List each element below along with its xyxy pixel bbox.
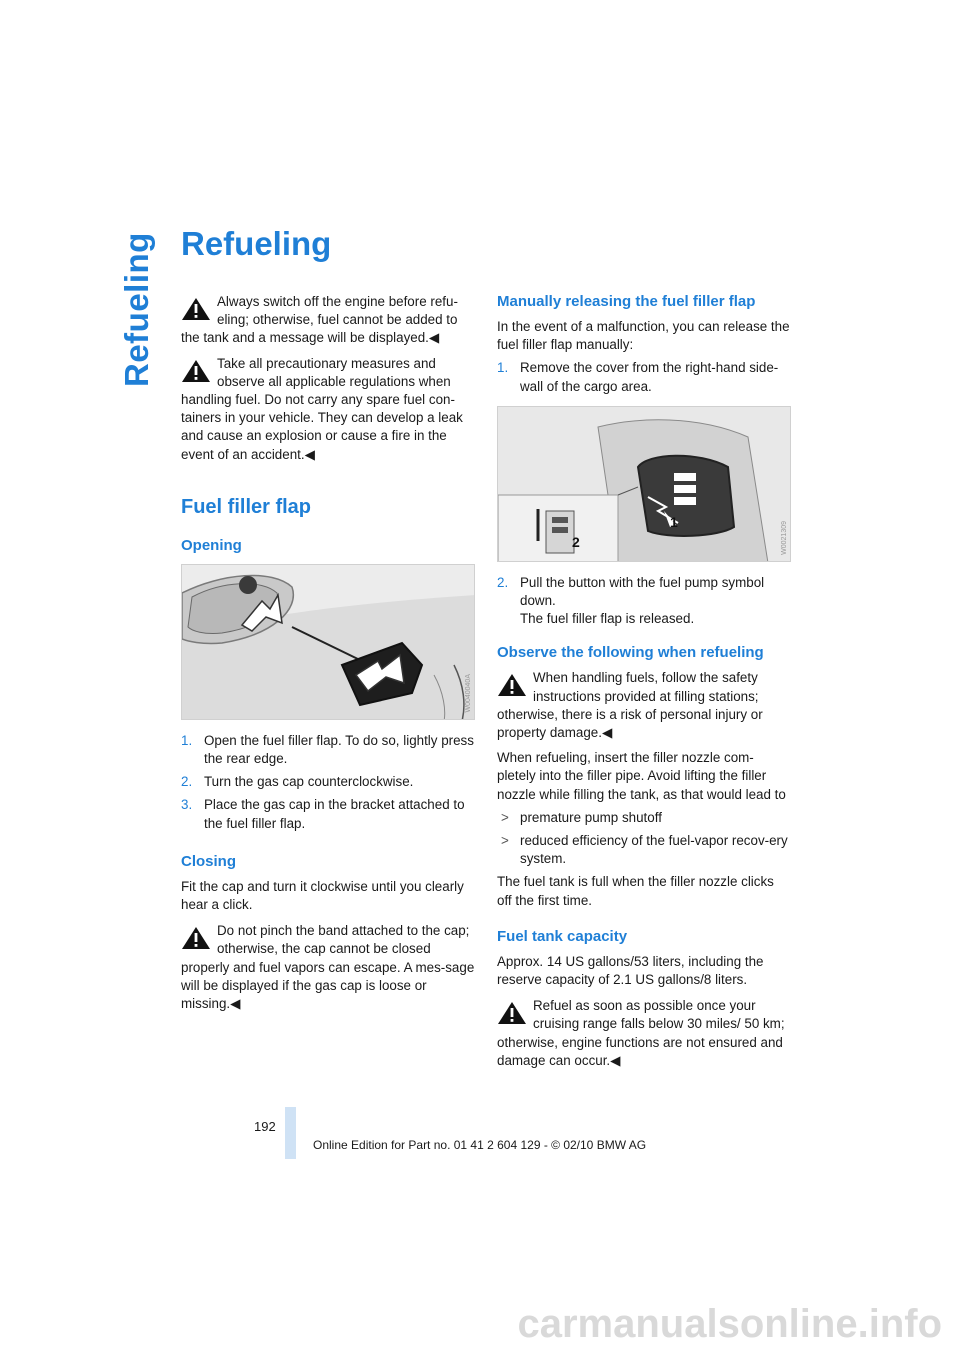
page-number: 192 xyxy=(254,1119,276,1134)
manual-step-2-result: The fuel filler flap is released. xyxy=(520,611,695,627)
subsection-opening: Opening xyxy=(181,536,242,554)
list-item: 1. Remove the cover from the right-hand side-wall of the cargo area. xyxy=(497,360,779,394)
list-item: 2. Turn the gas cap counterclockwise. xyxy=(181,774,414,790)
figure-fuel-filler-flap-opening xyxy=(181,564,475,720)
warning-triangle-icon xyxy=(181,359,211,383)
footer-edition: Online Edition for Part no. 01 41 2 604 129 - © 02/10 BMW AG xyxy=(313,1138,647,1152)
figure-cargo-area-cover xyxy=(497,406,791,562)
closing-text: Fit the cap and turn it clockwise until you clearly hear a click. xyxy=(181,878,464,913)
warning-engine-off-text: Always switch off the engine before refu-eling; otherwise, fuel cannot be added to the tank and a message will be displayed.◀ xyxy=(181,294,458,346)
right-column xyxy=(497,293,792,1077)
warning-triangle-icon xyxy=(497,673,527,697)
footer-bar xyxy=(285,1107,296,1159)
subsection-manual-release: Manually releasing the fuel filler flap xyxy=(497,293,756,310)
watermark xyxy=(0,1296,960,1358)
manual-intro: In the event of a malfunction, you can release the fuel filler flap manually: xyxy=(497,319,790,353)
manual-step-2 xyxy=(497,574,792,629)
chapter-side-tab-label: Refueling xyxy=(118,232,155,387)
warning-engine-off xyxy=(181,293,476,348)
chapter-side-tab xyxy=(118,232,158,752)
warning-triangle-icon xyxy=(181,297,211,321)
figure-label-2: 2 xyxy=(572,533,580,550)
cargo-area-illustration xyxy=(498,407,791,562)
list-item: 3. Place the gas cap in the bracket attached to the fuel filler flap. xyxy=(181,797,465,831)
figure-label-1: 1 xyxy=(670,513,678,530)
watermark-text: carmanualsonline.info xyxy=(517,1302,942,1346)
manual-step-1 xyxy=(497,359,792,395)
refueling-bullet-list xyxy=(497,809,792,869)
warning-cruising-range-text: Refuel as soon as possible once your cruising range falls below 30 miles/ 50 km; otherwise, engine functions are not ensured and damage can occur.◀ xyxy=(497,998,785,1068)
opening-steps-list xyxy=(181,732,476,833)
figure-code: W0040040A xyxy=(465,674,472,713)
warning-cruising-range xyxy=(497,997,792,1070)
list-item: > reduced efficiency of the fuel-vapor recov-ery system. xyxy=(501,833,788,867)
warning-band-pinch-text: Do not pinch the band attached to the cap; otherwise, the cap cannot be closed properly and fuel vapors can escape. A mes-sage will be displayed if the gas cap is loose or missing.◀ xyxy=(181,923,475,1012)
warning-safety-instructions xyxy=(497,669,792,742)
list-item: 1. Open the fuel filler flap. To do so, lightly press the rear edge. xyxy=(181,732,474,767)
capacity-text: Approx. 14 US gallons/53 liters, including the reserve capacity of 2.1 US gallons/8 liters. xyxy=(497,953,764,988)
warning-band-pinch xyxy=(181,922,476,1013)
subsection-closing: Closing xyxy=(181,852,236,870)
subsection-observe-refueling: Observe the following when refueling xyxy=(497,644,764,662)
warning-precautions xyxy=(181,355,476,464)
figure-code: W0021309 xyxy=(781,520,788,555)
observe-text: When refueling, insert the filler nozzle com-pletely into the filler pipe. Avoid lifting the filler nozzle while filling the tank, as that would lead to xyxy=(497,750,786,802)
warning-safety-instructions-text: When handling fuels, follow the safety instructions provided at filling stations; otherwise, there is a risk of personal injury or property damage.◀ xyxy=(497,670,763,741)
page-title: Refueling xyxy=(181,225,332,262)
warning-precautions-text: Take all precautionary measures and observe all applicable regulations when handling fuel. Do not carry any spare fuel con-tainers in your vehicle. They can develop a leak and cause an explosion or cause a fire in the event of an accident.◀ xyxy=(181,355,463,462)
warning-triangle-icon xyxy=(181,926,211,950)
list-item: 2. Pull the button with the fuel pump symbol down. The fuel filler flap is released. xyxy=(497,574,765,627)
subsection-fuel-tank-capacity: Fuel tank capacity xyxy=(497,927,628,945)
left-column xyxy=(181,293,476,1020)
list-item: > premature pump shutoff xyxy=(501,809,662,825)
warning-triangle-icon xyxy=(497,1001,527,1025)
fuel-flap-illustration xyxy=(182,565,475,720)
section-fuel-filler-flap: Fuel filler flap xyxy=(181,495,312,518)
tank-full-text: The fuel tank is full when the filler nozzle clicks off the first time. xyxy=(497,874,774,908)
